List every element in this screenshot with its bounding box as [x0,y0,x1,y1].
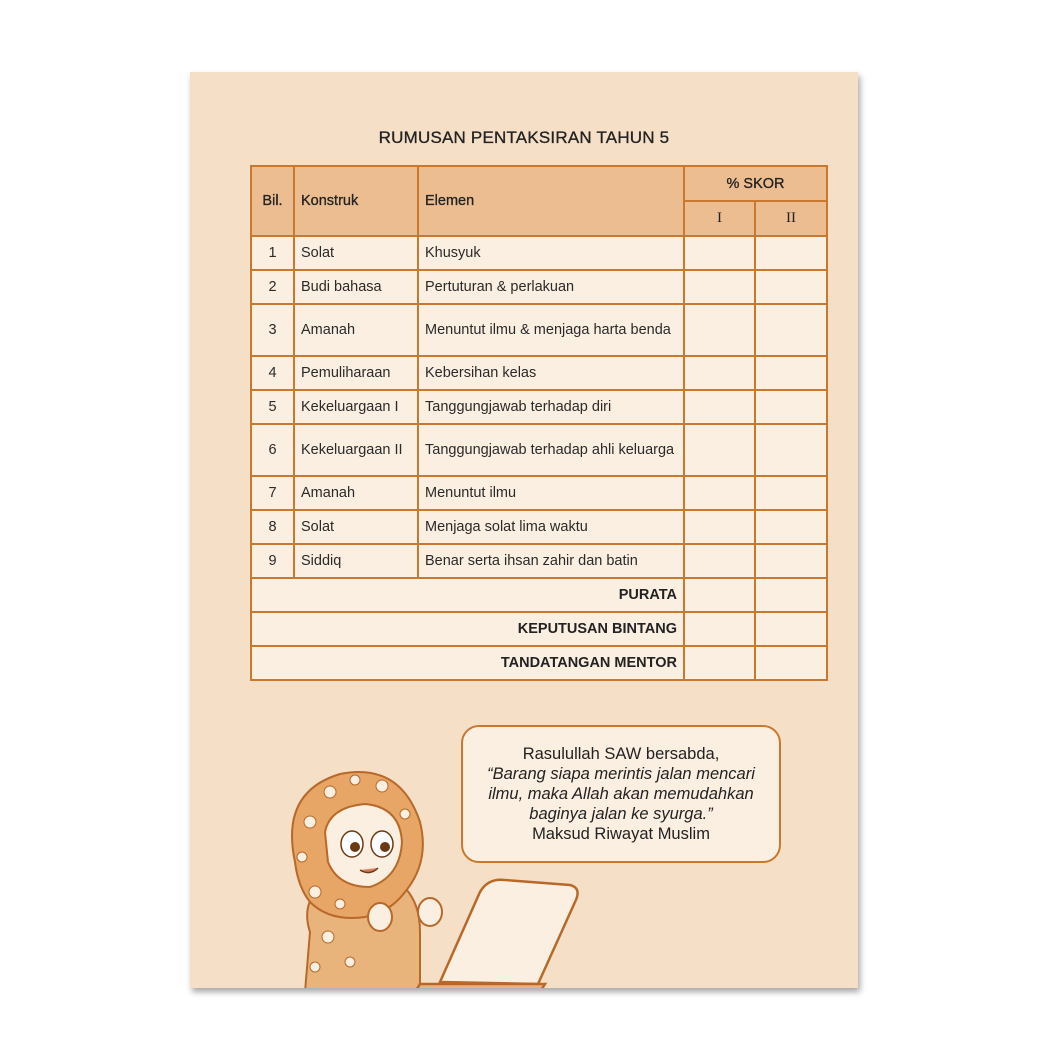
header-skor: % SKOR [684,166,827,201]
row-bil: 4 [251,356,294,390]
score-cell-1[interactable] [684,356,755,390]
quote-line: “Barang siapa merintis jalan mencari [487,765,755,783]
row-bil: 3 [251,304,294,356]
worksheet-page [190,72,858,988]
score-cell-1[interactable] [684,270,755,304]
score-cell-1[interactable] [684,612,755,646]
score-cell-2[interactable] [755,270,827,304]
row-konstruk: Budi bahasa [294,270,418,304]
page-title: RUMUSAN PENTAKSIRAN TAHUN 5 [378,128,670,147]
score-cell-2[interactable] [755,510,827,544]
quote-line: Rasulullah SAW bersabda, [522,745,720,763]
score-cell-2[interactable] [755,424,827,476]
assessment-table [250,165,828,681]
score-cell-2[interactable] [755,390,827,424]
score-cell-2[interactable] [755,236,827,270]
row-elemen [418,304,684,356]
quote-line: ilmu, maka Allah akan memudahkan [488,785,754,803]
score-cell-2[interactable] [755,304,827,356]
table-row [251,270,827,304]
row-bil: 2 [251,270,294,304]
row-konstruk: Siddiq [294,544,418,578]
row-elemen-text: Menuntut ilmu & menjaga harta benda [425,322,671,338]
table-row [251,304,827,356]
row-elemen-text: Tanggungjawab terhadap ahli keluarga [425,442,675,458]
summary-row-tandatangan [251,646,827,680]
table-row [251,356,827,390]
row-konstruk: Solat [294,510,418,544]
table-row [251,544,827,578]
score-cell-2[interactable] [755,646,827,680]
summary-row-keputusan [251,612,827,646]
row-elemen: Benar serta ihsan zahir dan batin [418,544,684,578]
score-cell-1[interactable] [684,578,755,612]
row-konstruk: Kekeluargaan II [294,424,418,476]
score-cell-2[interactable] [755,612,827,646]
header-bil: Bil. [251,166,294,236]
row-elemen: Tanggungjawab terhadap diri [418,390,684,424]
tandatangan-label: TANDATANGAN MENTOR [251,646,684,680]
girl-with-laptop-illustration [270,752,600,988]
table-row [251,476,827,510]
score-cell-1[interactable] [684,646,755,680]
summary-row-purata [251,578,827,612]
row-bil: 5 [251,390,294,424]
header-konstruk: Konstruk [294,166,418,236]
row-bil: 1 [251,236,294,270]
row-bil: 9 [251,544,294,578]
score-cell-1[interactable] [684,304,755,356]
row-konstruk: Pemuliharaan [294,356,418,390]
score-cell-1[interactable] [684,544,755,578]
row-bil: 7 [251,476,294,510]
keputusan-label: KEPUTUSAN BINTANG [251,612,684,646]
row-elemen: Pertuturan & perlakuan [418,270,684,304]
header-elemen: Elemen [418,166,684,236]
score-cell-2[interactable] [755,356,827,390]
quote-source: Maksud Riwayat Muslim [532,825,710,843]
row-konstruk: Amanah [294,304,418,356]
score-cell-2[interactable] [755,544,827,578]
score-cell-2[interactable] [755,578,827,612]
row-elemen [418,424,684,476]
purata-label: PURATA [251,578,684,612]
row-bil: 6 [251,424,294,476]
score-cell-1[interactable] [684,510,755,544]
score-cell-1[interactable] [684,476,755,510]
row-konstruk: Amanah [294,476,418,510]
row-elemen: Menjaga solat lima waktu [418,510,684,544]
score-cell-1[interactable] [684,424,755,476]
table-row [251,390,827,424]
row-elemen: Khusyuk [418,236,684,270]
header-skor-2: II [755,201,827,236]
table-row [251,424,827,476]
row-konstruk: Solat [294,236,418,270]
quote-line: baginya jalan ke syurga.” [529,805,713,823]
score-cell-1[interactable] [684,390,755,424]
header-skor-1: I [684,201,755,236]
row-konstruk: Kekeluargaan I [294,390,418,424]
table-row [251,236,827,270]
score-cell-1[interactable] [684,236,755,270]
table-row [251,510,827,544]
score-cell-2[interactable] [755,476,827,510]
row-bil: 8 [251,510,294,544]
row-elemen: Menuntut ilmu [418,476,684,510]
row-elemen: Kebersihan kelas [418,356,684,390]
